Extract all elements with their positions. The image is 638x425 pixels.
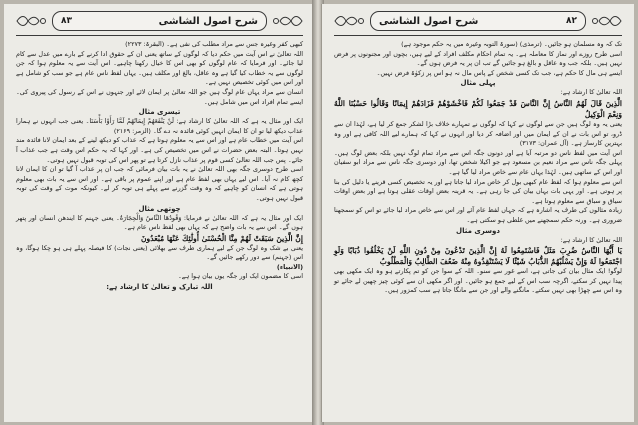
ornament-icon [14,12,48,30]
left-page-header [14,10,305,32]
paragraph: تک کہ وہ مسلمان ہو جائیں۔ (ترمذی) (سورۃ التوبہ وغیرہ میں یہ حکم موجود ہے) [401,40,622,48]
quran-verse: إِنَّ الَّذِينَ سَبَقَتْ لَهُمْ مِنَّا الْحُسْنَىٰ أُولَٰئِكَ عَنْهَا مُبْعَدُونَ [140,233,303,243]
ornament-icon [332,12,366,30]
header-frame [370,11,586,31]
ornament-icon [590,12,624,30]
paragraph: اسی طرح دوسری جگہ بھی اللہ تعالیٰ نے یہ بات بیان فرمائی کہ جب ان پر عذاب آ گیا تو ان کا ایمان لانا کچھ کام نہ آیا۔ اس لیے یہاں بھی لفظ عام ہے اور اپنے عموم پر باقی ہے۔ اور اس سے یہ بات بھی معلوم ہوتی ہے کہ انسان کو چاہیے کہ وہ وقت گزرنے سے پہلے ہی توبہ کر لے۔ کیونکہ موت کے وقت کی توبہ قبول نہیں ہوتی۔ [16,165,303,202]
quran-verse: الَّذِينَ قَالَ لَهُمُ النَّاسُ إِنَّ النَّاسَ قَدْ جَمَعُوا لَكُمْ فَاخْشَوْهُمْ فَزَادَهُمْ إِيمَانًا وَقَالُوا حَسْبُنَا اللَّهُ وَنِعْمَ الْوَكِيلُ [334,98,622,119]
ornament-icon [271,12,305,30]
right-page-header [332,10,624,32]
section-subheading: چوتھی مثال [138,204,181,213]
running-head-title: شرح اصول الشاشی [158,15,258,27]
running-head-title: شرح اصول الشاشی [379,15,479,27]
section-subheading: دوسری مثال [456,226,500,235]
page-number: ۸۳ [61,16,72,26]
verse-intro: اللہ تعالیٰ کا ارشاد ہے: [560,88,622,97]
paragraph: اسی کا مضمون ایک اور جگہ یوں بیان ہوا ہے۔ [177,272,303,281]
paragraph: یعنی یہ وہ لوگ ہیں جن سے لوگوں نے کہا کہ لوگوں نے تمہارے خلاف بڑا لشکر جمع کر لیا ہے، لہٰذا ان سے ڈرو، تو اس بات نے ان کے ایمان میں اور اضافہ کر دیا اور انہوں نے کہا کہ ہمارے لیے اللہ کافی ہے اور وہ بہترین کارساز ہے۔ (آل عمران: ۳۱۷۳) [334,119,622,148]
paragraph: اس آیت میں لفظ ناس دو مرتبہ آیا ہے اور دونوں جگہ اس سے مراد تمام لوگ نہیں بلکہ بعض لوگ ہیں۔ پہلی جگہ ناس سے مراد نعیم بن مسعود ہے جو اکیلا شخص تھا، اور دوسری جگہ ناس سے مراد ابو سفیان اور اس کے ساتھی ہیں۔ لہٰذا یہاں عام سے خاص مراد لیا گیا ہے۔ [334,148,622,176]
paragraph: زیادہ مثالوں کی طرف یہ اشارہ ہے کہ جہاں لفظ عام آئے اور اس سے خاص مراد لیا جائے تو اس کو سمجھنا ضروری ہے۔ ورنہ حکم سمجھنے میں غلطی ہو سکتی ہے۔ [334,206,622,224]
header-rule [334,35,622,36]
section-subheading: تیسری مثال [138,108,181,117]
paragraph: انسان سے مراد یہاں عام لوگ ہیں جو اللہ تعالیٰ پر ایمان لائے اور جنہوں نے اس کے رسول کی پیروی کی۔ ایسے تمام افراد اس میں شامل ہیں۔ [16,87,303,106]
left-page-body [16,40,303,416]
verse-translation: یعنی بے شک وہ لوگ جن کے لیے ہماری طرف سے بھلائی (یعنی نجات) کا فیصلہ پہلے ہی ہو چکا ہوگا، وہ اس (جہنم) سے دور رکھے جائیں گے۔ [16,243,303,262]
verse-intro: اللہ تعالیٰ کا ارشاد ہے: [560,235,622,244]
left-page [4,4,316,422]
paragraph: ایک اور مثال یہ ہے کہ اللہ تعالیٰ کا ارشاد ہے: لَنْ يَنْفَعَهُمْ إِيمَانُهُمْ لَمَّا رَأَوْا بَأْسَنَا۔ یعنی جب انہوں نے ہمارا عذاب دیکھ لیا تو ان کا ایمان انہیں کوئی فائدہ نہ دے گا۔ (الزمر: ۲۱۶۹) [16,117,303,135]
paragraph: کبھی کفر وغیرہ جس سے مراد مطلب کی نفی ہے۔ (البقرۃ: ۲۲۷۳) [125,40,303,48]
closing-line: اللہ تبارک و تعالیٰ کا ارشاد ہے: [106,283,213,292]
paragraph: ایک اور مثال یہ ہے کہ اللہ تعالیٰ نے فرمایا: وَقُودُهَا النَّاسُ وَالْحِجَارَةُ۔ یعنی جہنم کا ایندھن انسان اور پتھر ہوں گے۔ اس سے یہ بات واضح ہے کہ یہاں بھی لفظ ناس عام ہے۔ [16,213,303,232]
paragraph: اللہ تعالیٰ نے اس آیت میں حکم دیا کہ لوگوں کے ساتھ یعنی ان کے حقوق ادا کرنے کے بارے میں عدل سے کام لیا جائے۔ اور فرمایا کہ عام لوگوں کو بھی اس کا خیال رکھنا چاہیے۔ اس آیت سے یہ معلوم ہوا کہ جن لوگوں سے یہ خطاب کیا گیا ہے وہ عاقل، بالغ اور مکلف ہیں۔ یہاں لفظ ناس عام ہے جو سب کو شامل ہے اور اس میں کوئی تخصیص نہیں ہے۔ [16,49,303,87]
paragraph: اس آیت میں خطاب عام ہے اور اس سے یہ معلوم ہوتا ہے کہ عذاب کو دیکھ لینے کے بعد ایمان لانا فائدہ مند نہیں ہوتا۔ البتہ بعض حضرات نے اس میں تخصیص کی ہے۔ اور کہا کہ یہ حکم اس وقت ہے جب عذاب آ جائے۔ پس جب اللہ تعالیٰ کسی قوم پر عذاب نازل کرتا ہے تو پھر اس کی توبہ قبول نہیں ہوتی۔ [16,136,303,164]
header-rule [16,35,303,36]
right-page [321,4,634,422]
verse-reference: (الانبیاء) [276,262,303,271]
paragraph: ایسے ہی مال کا حکم ہے، جب تک کسی شخص کے پاس مال نہ ہو اس پر زکوٰۃ فرض نہیں۔ [376,68,622,77]
section-subheading: پہلی مثال [460,79,496,88]
paragraph: اسی طرح روزے اور نماز کا معاملہ ہے۔ یہ تمام احکام مکلف افراد کے لیے ہیں، بچوں اور مجنونوں پر فرض نہیں ہیں۔ بلکہ جب وہ عاقل و بالغ ہو جائیں گے تب ان پر یہ فرض ہوں گے۔ [334,49,622,68]
paragraph: لوگو! ایک مثال بیان کی جاتی ہے، اسے غور سے سنو۔ اللہ کے سوا جن کو تم پکارتے ہو وہ ایک مکھی بھی پیدا نہیں کر سکتے، اگرچہ سب اس کے لیے جمع ہو جائیں۔ اور اگر مکھی ان سے کوئی چیز چھین لے جائے تو وہ اس سے چھڑا بھی نہیں سکتے۔ مانگنے والے اور جن سے مانگا جاتا ہے سب کمزور ہیں۔ [334,267,622,295]
page-number: ۸۲ [566,16,577,26]
right-page-body [334,40,622,416]
header-frame [52,11,267,31]
quran-verse: يَا أَيُّهَا النَّاسُ ضُرِبَ مَثَلٌ فَاسْتَمِعُوا لَهُ إِنَّ الَّذِينَ تَدْعُونَ مِنْ دُونِ اللَّهِ لَنْ يَخْلُقُوا ذُبَابًا وَلَوِ اجْتَمَعُوا لَهُ وَإِنْ يَسْلُبْهُمُ الذُّبَابُ شَيْئًا لَا يَسْتَنْقِذُوهُ مِنْهُ ضَعُفَ الطَّالِبُ وَالْمَطْلُوبُ [334,246,622,267]
paragraph: اس سے معلوم ہوا کہ لفظ عام کبھی بول کر خاص مراد لیا جاتا ہے اور یہ تخصیص کسی قرینے یا دلیل کی بنا پر ہوتی ہے۔ اور یہی بات یہاں بیان کی جا رہی ہے۔ یہ قرینہ بعض اوقات عقلی ہوتا ہے اور بعض اوقات سیاق و سباق سے معلوم ہوتا ہے۔ [334,177,622,205]
